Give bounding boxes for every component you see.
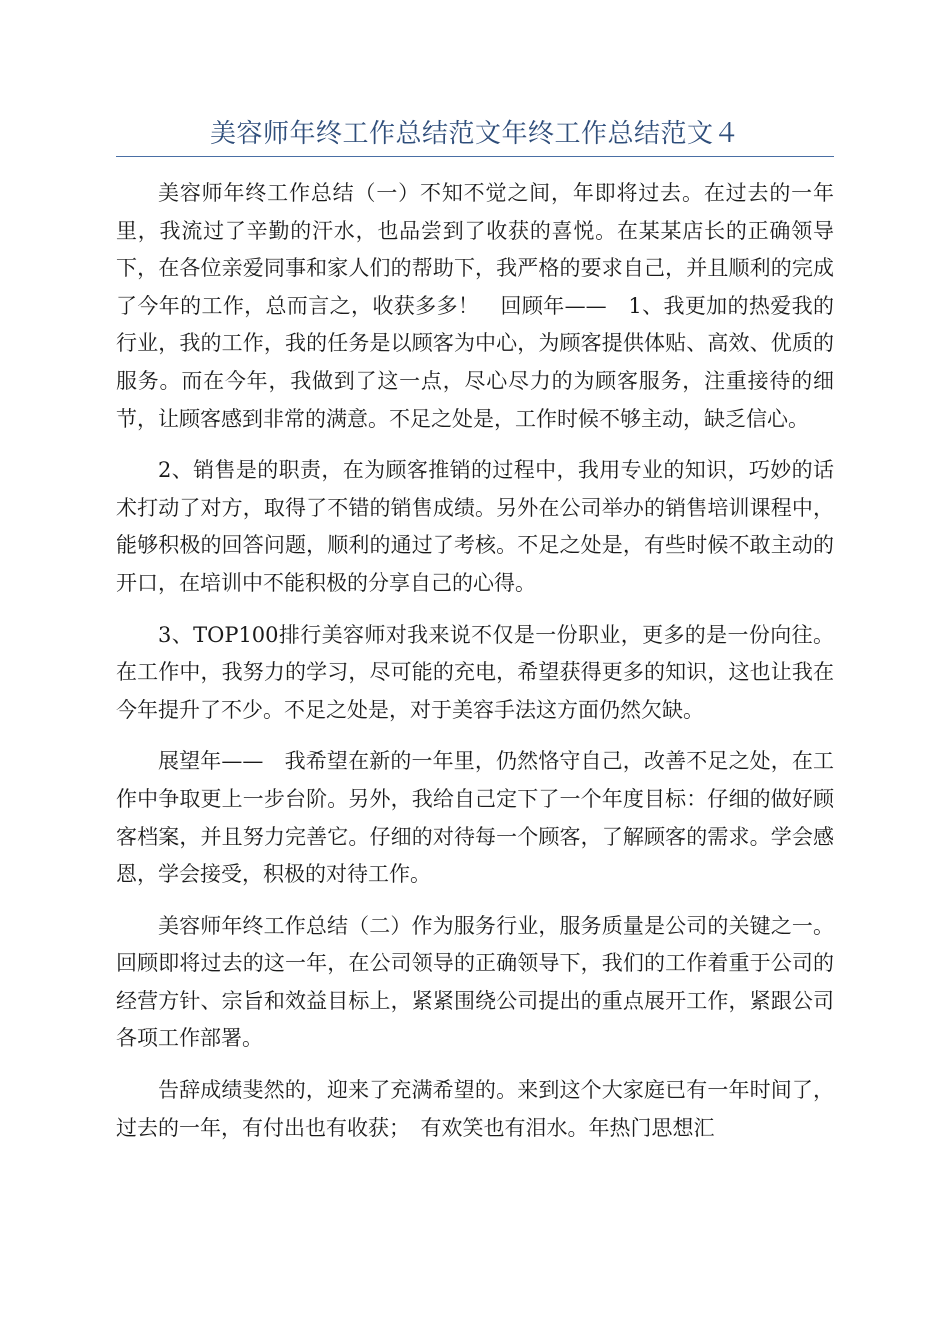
paragraph-1: 美容师年终工作总结（一）不知不觉之间，年即将过去。在过去的一年里，我流过了辛勤的汗水，也品尝到了收获的喜悦。在某某店长的正确领导下，在各位亲爱同事和家人们的帮助下，我严格的要求自己，并且顺利的完成了今年的工作，总而言之，收获多多！ 回顾年—— 1、我更加的热爱我的行业，我的工作，我的任务是以顾客为中心，为顾客提供体贴、高效、优质的服务。而在今年，我做到了这一点，尽心尽力的为顾客服务，注重接待的细节，让顾客感到非常的满意。不足之处是，工作时候不够主动，缺乏信心。 (116, 181, 834, 431)
paragraph-6: 告辞成绩斐然的，迎来了充满希望的。来到这个大家庭已有一年时间了，过去的一年，有付出也有收获； 有欢笑也有泪水。年热门思想汇 (116, 1078, 834, 1140)
paragraph-2: 2、销售是的职责，在为顾客推销的过程中，我用专业的知识，巧妙的话术打动了对方，取得了不错的销售成绩。另外在公司举办的销售培训课程中，能够积极的回答问题，顺利的通过了考核。不足之处是，有些时候不敢主动的开口，在培训中不能积极的分享自己的心得。 (116, 458, 834, 595)
paragraph-5: 美容师年终工作总结（二）作为服务行业，服务质量是公司的关键之一。回顾即将过去的这一年，在公司领导的正确领导下，我们的工作着重于公司的经营方针、宗旨和效益目标上，紧紧围绕公司提出的重点展开工作，紧跟公司各项工作部署。 (116, 913, 834, 1051)
document-title: 美容师年终工作总结范文年终工作总结范文４ (209, 119, 740, 149)
document-body (116, 175, 834, 1161)
title-block (116, 114, 834, 157)
paragraph-3: 3、TOP100排行美容师对我来说不仅是一份职业，更多的是一份向往。在工作中，我努力的学习，尽可能的充电，希望获得更多的知识，这也让我在今年提升了不少。不足之处是，对于美容手法这方面仍然欠缺。 (116, 622, 834, 722)
paragraph-4: 展望年—— 我希望在新的一年里，仍然恪守自己，改善不足之处，在工作中争取更上一步台阶。另外，我给自己定下了一个年度目标：仔细的做好顾客档案，并且努力完善它。仔细的对待每一个顾客，了解顾客的需求。学会感恩，学会接受，积极的对待工作。 (116, 749, 834, 887)
